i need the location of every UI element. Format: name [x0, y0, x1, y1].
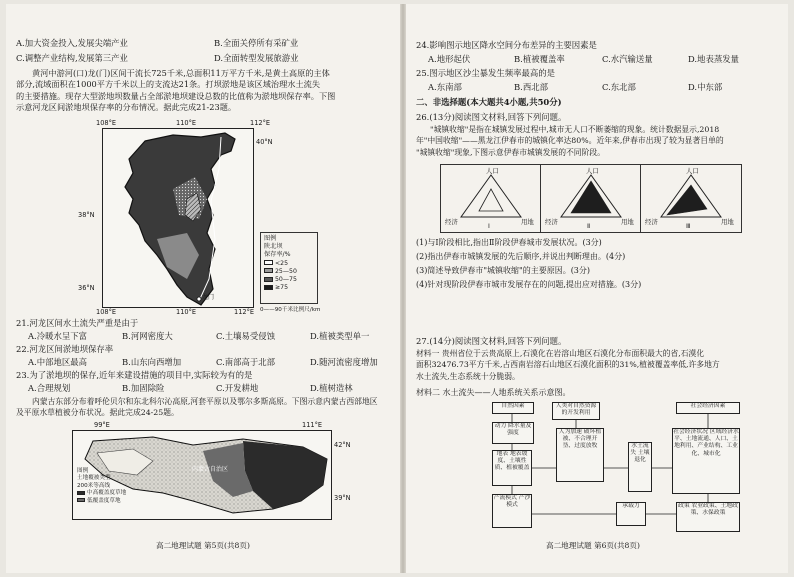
legend-title: 图例	[264, 235, 277, 242]
q26-sub-2: (2)指出伊春市城镇发展的先后顺序,并说出判断理由。(4分)	[416, 252, 626, 261]
q25-option-b: B.西北部	[514, 82, 548, 92]
tri-right-label: 用地	[521, 218, 534, 226]
q20-option-c: C.调整产业结构,发展第三产业	[16, 53, 128, 63]
q23-option-c: C.开发耕地	[216, 383, 259, 393]
q21-option-b: B.河网密度大	[122, 331, 173, 341]
q21-option-d: D.植被类型单一	[310, 331, 370, 341]
legend-item: 200米等高线	[77, 482, 111, 489]
basin-map-svg	[103, 129, 254, 308]
q26-sub-1: (1)与Ⅰ阶段相比,指出Ⅱ阶段伊春城市发展状况。(3分)	[416, 238, 602, 247]
intro-line: 的主要措施。现存大型淤地坝数量占全部淤地坝建设总数的比值称为淤地坝保存率。下图	[16, 90, 336, 101]
tri-left-label: 经济	[545, 218, 558, 226]
tri-left-label: 经济	[645, 218, 658, 226]
q22-option-c: C.南部高于北部	[216, 357, 276, 367]
q23-option-d: D.植树造林	[310, 383, 353, 393]
stage-panel-1	[441, 165, 541, 232]
q25-option-c: C.东北部	[602, 82, 636, 92]
q21-option-a: A.冷暖水呈下富	[28, 331, 87, 341]
lon-label: 110°E	[176, 308, 197, 316]
flow-runoff-mode: 产流模式 产沙模式	[492, 494, 532, 528]
flow-human-use: 人类对自然资源的开发利用	[552, 402, 600, 420]
tri-right-label: 用地	[621, 218, 634, 226]
lat-label: 39°N	[334, 494, 351, 502]
q27-material-2: 材料二 水土流失——人地系统关系示意图。	[416, 388, 571, 397]
q25-stem: 25.图示地区沙尘暴发生频率最高的是	[416, 68, 555, 78]
lon-label: 111°E	[302, 421, 323, 429]
tri-top-label: 人口	[486, 167, 499, 175]
legend-item: 中高覆盖度草地	[87, 490, 127, 497]
flow-driver: 动力 降水量及强度	[492, 422, 534, 444]
legend-item: 低覆盖度草地	[87, 497, 121, 504]
legend-row	[264, 268, 314, 276]
q24-option-b: B.植被覆盖率	[514, 54, 565, 64]
q22-option-b: B.山东向西增加	[122, 357, 182, 367]
q23-option-b: B.加固除险	[122, 383, 165, 393]
q21-option-c: C.土壤易受侵蚀	[216, 331, 276, 341]
legend-item: 25—50	[275, 267, 297, 275]
q20-option-d: D.全面转型发展旅游业	[214, 53, 299, 63]
legend-row	[264, 276, 314, 284]
lon-label: 108°E	[96, 119, 117, 127]
legend-subtitle: 陕北坝	[264, 243, 283, 251]
intro-line: 及平原水草植被分布状况。据此完成24-25题。	[16, 408, 179, 418]
q27-head: 27.(14分)阅读图文材料,回答下列问题。	[416, 336, 567, 346]
tri-left-label: 经济	[445, 218, 458, 226]
q24-option-c: C.水汽输送量	[602, 54, 653, 64]
stage-panel-3	[641, 165, 741, 232]
lon-label: 99°E	[94, 421, 110, 429]
flow-socio-economic: 社会经济因素	[676, 402, 740, 414]
map1-scale: 0——90千米比例尺/km	[260, 307, 321, 313]
lon-label: 108°E	[96, 308, 117, 316]
material-line: "城镇收缩"是指在城镇发展过程中,城市无人口不断萎缩的现象。统计数据显示,2018	[430, 125, 720, 134]
material-line: "城镇收缩"现象,下图示意伊春市城镇发展的不同阶段。	[416, 147, 605, 157]
q22-option-d: D.随河流密度增加	[310, 357, 378, 367]
legend-swatch	[264, 268, 273, 273]
q26-head: 26.(13分)阅读图文材料,回答下列问题。	[416, 112, 567, 122]
stage-number: Ⅲ	[686, 222, 691, 230]
stage-number: Ⅰ	[488, 222, 490, 230]
legend-item: 土地覆被类型	[77, 475, 111, 482]
q25-option-d: D.中东部	[688, 82, 723, 92]
intro-line: 内蒙古东部分布着呼伦贝尔和东北科尔沁高原,河套平原以及鄂尔多斯高原。下图示意内蒙古西部地区	[32, 397, 378, 406]
q22-option-a: A.中部地区最高	[28, 357, 87, 367]
left-page	[14, 4, 392, 573]
region-label: 内蒙古自治区	[192, 466, 229, 473]
longmen-point	[197, 297, 201, 301]
stage-panel-2	[541, 165, 641, 232]
q26-sub-4: (4)针对现阶段伊春市城市发展存在的问题,提出应对措施。(3分)	[416, 280, 642, 289]
legend-row	[264, 284, 314, 292]
intro-line: 示意河龙区间淤地坝保存率的分布情况。据此完成21-23题。	[16, 102, 237, 113]
flow-diagram	[486, 402, 744, 536]
q25-option-a: A.东南部	[428, 82, 462, 92]
legend-swatch	[264, 260, 273, 265]
city-label: 龙门	[202, 294, 215, 301]
flow-economic-conditions: 社会经济状况 区域经济水平、土地流通、人口、土地利用、产业结构、工业化、城市化	[672, 428, 740, 494]
lon-label: 112°E	[234, 308, 255, 316]
flow-human-acceleration: 人为加速 破坏植被、不合理开垦、过度放牧	[556, 428, 604, 482]
stage-diagram	[440, 164, 742, 233]
tri-top-label: 人口	[586, 167, 599, 175]
q27-material-1	[416, 348, 782, 382]
material-line: 年"中国收缩"——黑龙江伊春市的城镇化率达80%。近年来,伊春市出现了较为显著目单的	[416, 136, 724, 146]
intro-line: 黄河中游河(口)龙(门)区间干流长725千米,总面积11万平方千米,是黄土高原的主体	[32, 68, 330, 78]
intro-line: 部分,流域面积在1000平方千米以上的支流达21条。打坝淤地是该区域治理水土流失	[16, 79, 321, 90]
legend-title: 图例	[77, 468, 89, 474]
legend-swatch	[264, 285, 273, 290]
material-line: 材料一 贵州省位于云贵高原上,石漠化在岩溶山地区石漠化分布面积最大的省,石漠化	[416, 349, 705, 358]
q26-sub-3: (3)简述导致伊春市"城镇收缩"的主要原因。(3分)	[416, 266, 591, 275]
material-line: 水土流失,生态系统十分脆弱。	[416, 371, 520, 381]
page-fold	[400, 4, 406, 573]
legend-swatch	[264, 277, 273, 282]
legend-row	[77, 490, 129, 497]
basin-region	[125, 133, 235, 305]
q24-option-a: A.地形起伏	[428, 54, 471, 64]
legend-row	[264, 260, 314, 268]
section-heading: 二、非选择题(本大题共4小题,共50分)	[416, 97, 562, 107]
legend-row: 保存率/%	[264, 251, 291, 259]
q24-stem: 24.影响图示地区降水空间分布差异的主要因素是	[416, 40, 597, 50]
tri-top-label: 人口	[686, 167, 699, 175]
lon-label: 112°E	[250, 119, 271, 127]
flow-soil-loss: 水土流失 土壤退化	[628, 442, 652, 492]
q21-stem: 21.河龙区间水土流失严重是由于	[16, 318, 139, 328]
legend-item: 50—75	[275, 276, 297, 284]
left-footer: 高二地理试题 第5页(共8页)	[156, 541, 250, 550]
flow-surface: 地表 地表坡度、土壤性质、植被覆盖	[492, 450, 532, 486]
legend-swatch	[77, 498, 85, 502]
lat-label: 38°N	[78, 211, 95, 219]
legend-item: <25	[275, 259, 289, 267]
q23-stem: 23.为了淤地坝的保存,近年来建设措施的项目中,实际较为有的是	[16, 370, 253, 380]
stage-number: Ⅱ	[587, 222, 591, 230]
q20-option-a: A.加大资金投入,发展尖端产业	[16, 38, 128, 48]
right-footer: 高二地理试题 第6页(共8页)	[546, 541, 640, 550]
intro-24-25	[16, 396, 392, 419]
lat-label: 42°N	[334, 441, 351, 449]
q23-option-a: A.合理规划	[28, 383, 71, 393]
map1-legend	[260, 232, 318, 304]
legend-item: ≥75	[275, 284, 289, 292]
map2-legend	[74, 466, 132, 508]
basin-map	[102, 128, 254, 308]
tri-right-label: 用地	[721, 218, 734, 226]
flow-capacity: 承载力	[616, 502, 646, 526]
right-page	[416, 4, 782, 573]
exam-sheet	[6, 4, 788, 573]
flow-natural-factors: 自然因素	[492, 402, 534, 414]
legend-swatch	[77, 491, 85, 495]
legend-row	[77, 498, 129, 505]
material-line: 面积32476.73平方千米,占西南岩溶石山地区石漠化面积的31%,植被覆盖率低,许多地方	[416, 360, 720, 370]
intro-21-23	[16, 68, 392, 114]
lat-label: 40°N	[256, 138, 273, 146]
flow-policy: 政策 农业政策、土地政策、水保政策	[676, 502, 740, 532]
q26-material	[416, 124, 782, 158]
q24-option-d: D.地表蒸发量	[688, 54, 739, 64]
q22-stem: 22.河龙区间淤地坝保存率	[16, 344, 114, 354]
lat-label: 36°N	[78, 284, 95, 292]
q20-option-b: B.全面关停所有采矿业	[214, 38, 299, 48]
lon-label: 110°E	[176, 119, 197, 127]
